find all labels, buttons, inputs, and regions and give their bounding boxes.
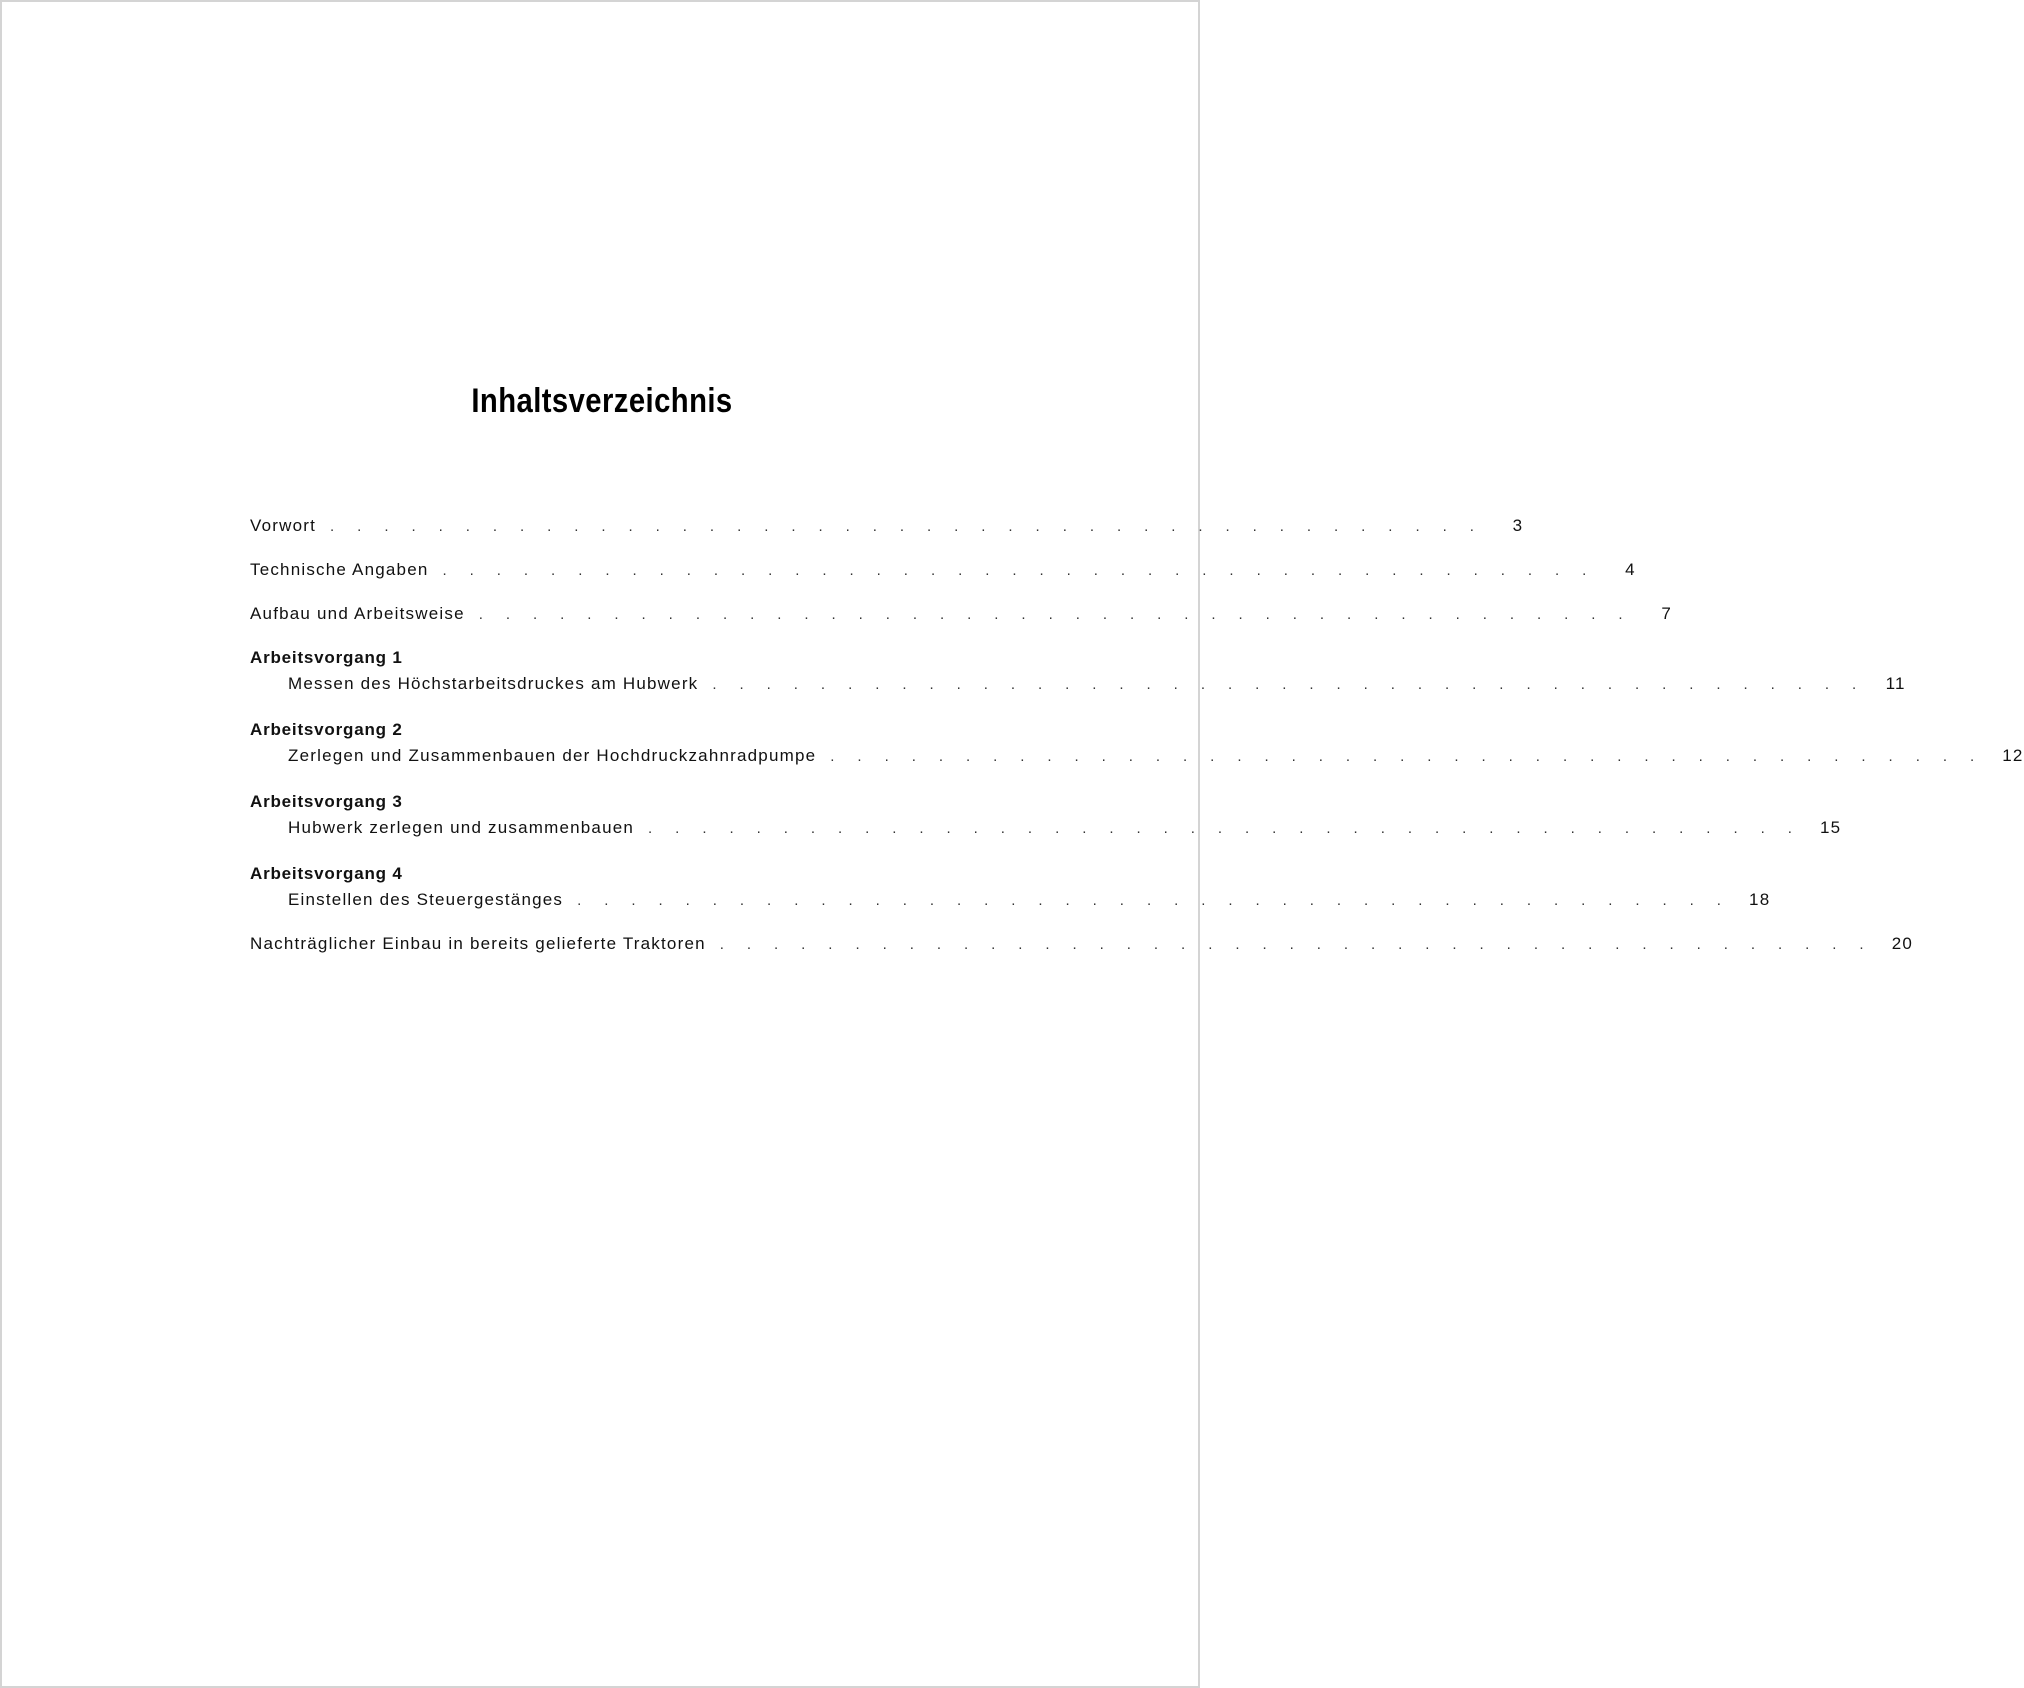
toc-entry-label: Hubwerk zerlegen und zusammenbauen [288, 818, 635, 837]
toc-page-number: 7 [1661, 604, 1672, 623]
toc-entry-vorwort[interactable] [250, 516, 1524, 542]
toc-entry-arbeitsvorgang-3[interactable] [250, 818, 1842, 844]
dot-leader: . . . . . . . . . . . . . . . . . . . . . . . . . . . . . . . . . . . . . . . . . . . [648, 820, 1802, 837]
toc-entry-technische-angaben[interactable] [250, 560, 1636, 586]
toc-page-number: 11 [1885, 674, 1906, 693]
toc-entry-label: Technische Angaben [250, 560, 429, 579]
toc-entry-label: Nachträglicher Einbau in bereits gelieferte Traktoren [250, 934, 706, 953]
dot-leader: . . . . . . . . . . . . . . . . . . . . . . . . . . . . . . . . . . . . . . . . . . . [478, 606, 1632, 623]
dot-leader: . . . . . . . . . . . . . . . . . . . . . . . . . . . . . . . . . . . . . . . . . . . [719, 936, 1874, 953]
toc-group-heading: Arbeitsvorgang 2 [250, 720, 403, 739]
toc-entry-arbeitsvorgang-1[interactable] [250, 674, 1906, 700]
toc-page-number: 3 [1512, 516, 1524, 535]
dot-leader: . . . . . . . . . . . . . . . . . . . . . . . . . . . . . . . . . . . . . . . . . . . [830, 748, 1984, 765]
dot-leader: . . . . . . . . . . . . . . . . . . . . . . . . . . . . . . . . . . . . . . . . . . . [442, 562, 1596, 579]
dot-leader: . . . . . . . . . . . . . . . . . . . . . . . . . . . . . . . . . . . . . . . . . . . [712, 676, 1866, 693]
toc-page-number: 4 [1625, 560, 1636, 579]
toc-page-number: 20 [1891, 934, 1914, 953]
toc-entry-arbeitsvorgang-2[interactable] [250, 746, 2024, 772]
toc-page-number: 18 [1749, 890, 1771, 909]
toc-entry-label: Aufbau und Arbeitsweise [250, 604, 465, 623]
toc-group-heading: Arbeitsvorgang 1 [250, 648, 403, 667]
toc-entry-aufbau[interactable] [250, 604, 1672, 630]
toc-group-heading: Arbeitsvorgang 4 [250, 864, 403, 883]
toc-page-number: 12 [2002, 746, 2024, 765]
page-title: Inhaltsverzeichnis [471, 382, 733, 420]
toc-entry-label: Messen des Höchstarbeitsdruckes am Hubwerk [288, 674, 699, 693]
toc-entry-nachtraeglicher-einbau[interactable] [250, 934, 1914, 960]
toc-entry-label: Vorwort [250, 516, 317, 535]
dot-leader: . . . . . . . . . . . . . . . . . . . . . . . . . . . . . . . . . . . . . . . . . . . [577, 892, 1731, 909]
toc-entry-label: Einstellen des Steuergestänges [288, 890, 564, 909]
toc-entry-arbeitsvorgang-4[interactable] [250, 890, 1771, 916]
toc-group-heading: Arbeitsvorgang 3 [250, 792, 403, 811]
toc-page-number: 15 [1819, 818, 1842, 837]
dot-leader: . . . . . . . . . . . . . . . . . . . . . . . . . . . . . . . . . . . . . . . . . . . [330, 518, 1484, 535]
toc-entry-label: Zerlegen und Zusammenbauen der Hochdruckzahnradpumpe [288, 746, 817, 765]
table-of-contents [250, 516, 2024, 960]
